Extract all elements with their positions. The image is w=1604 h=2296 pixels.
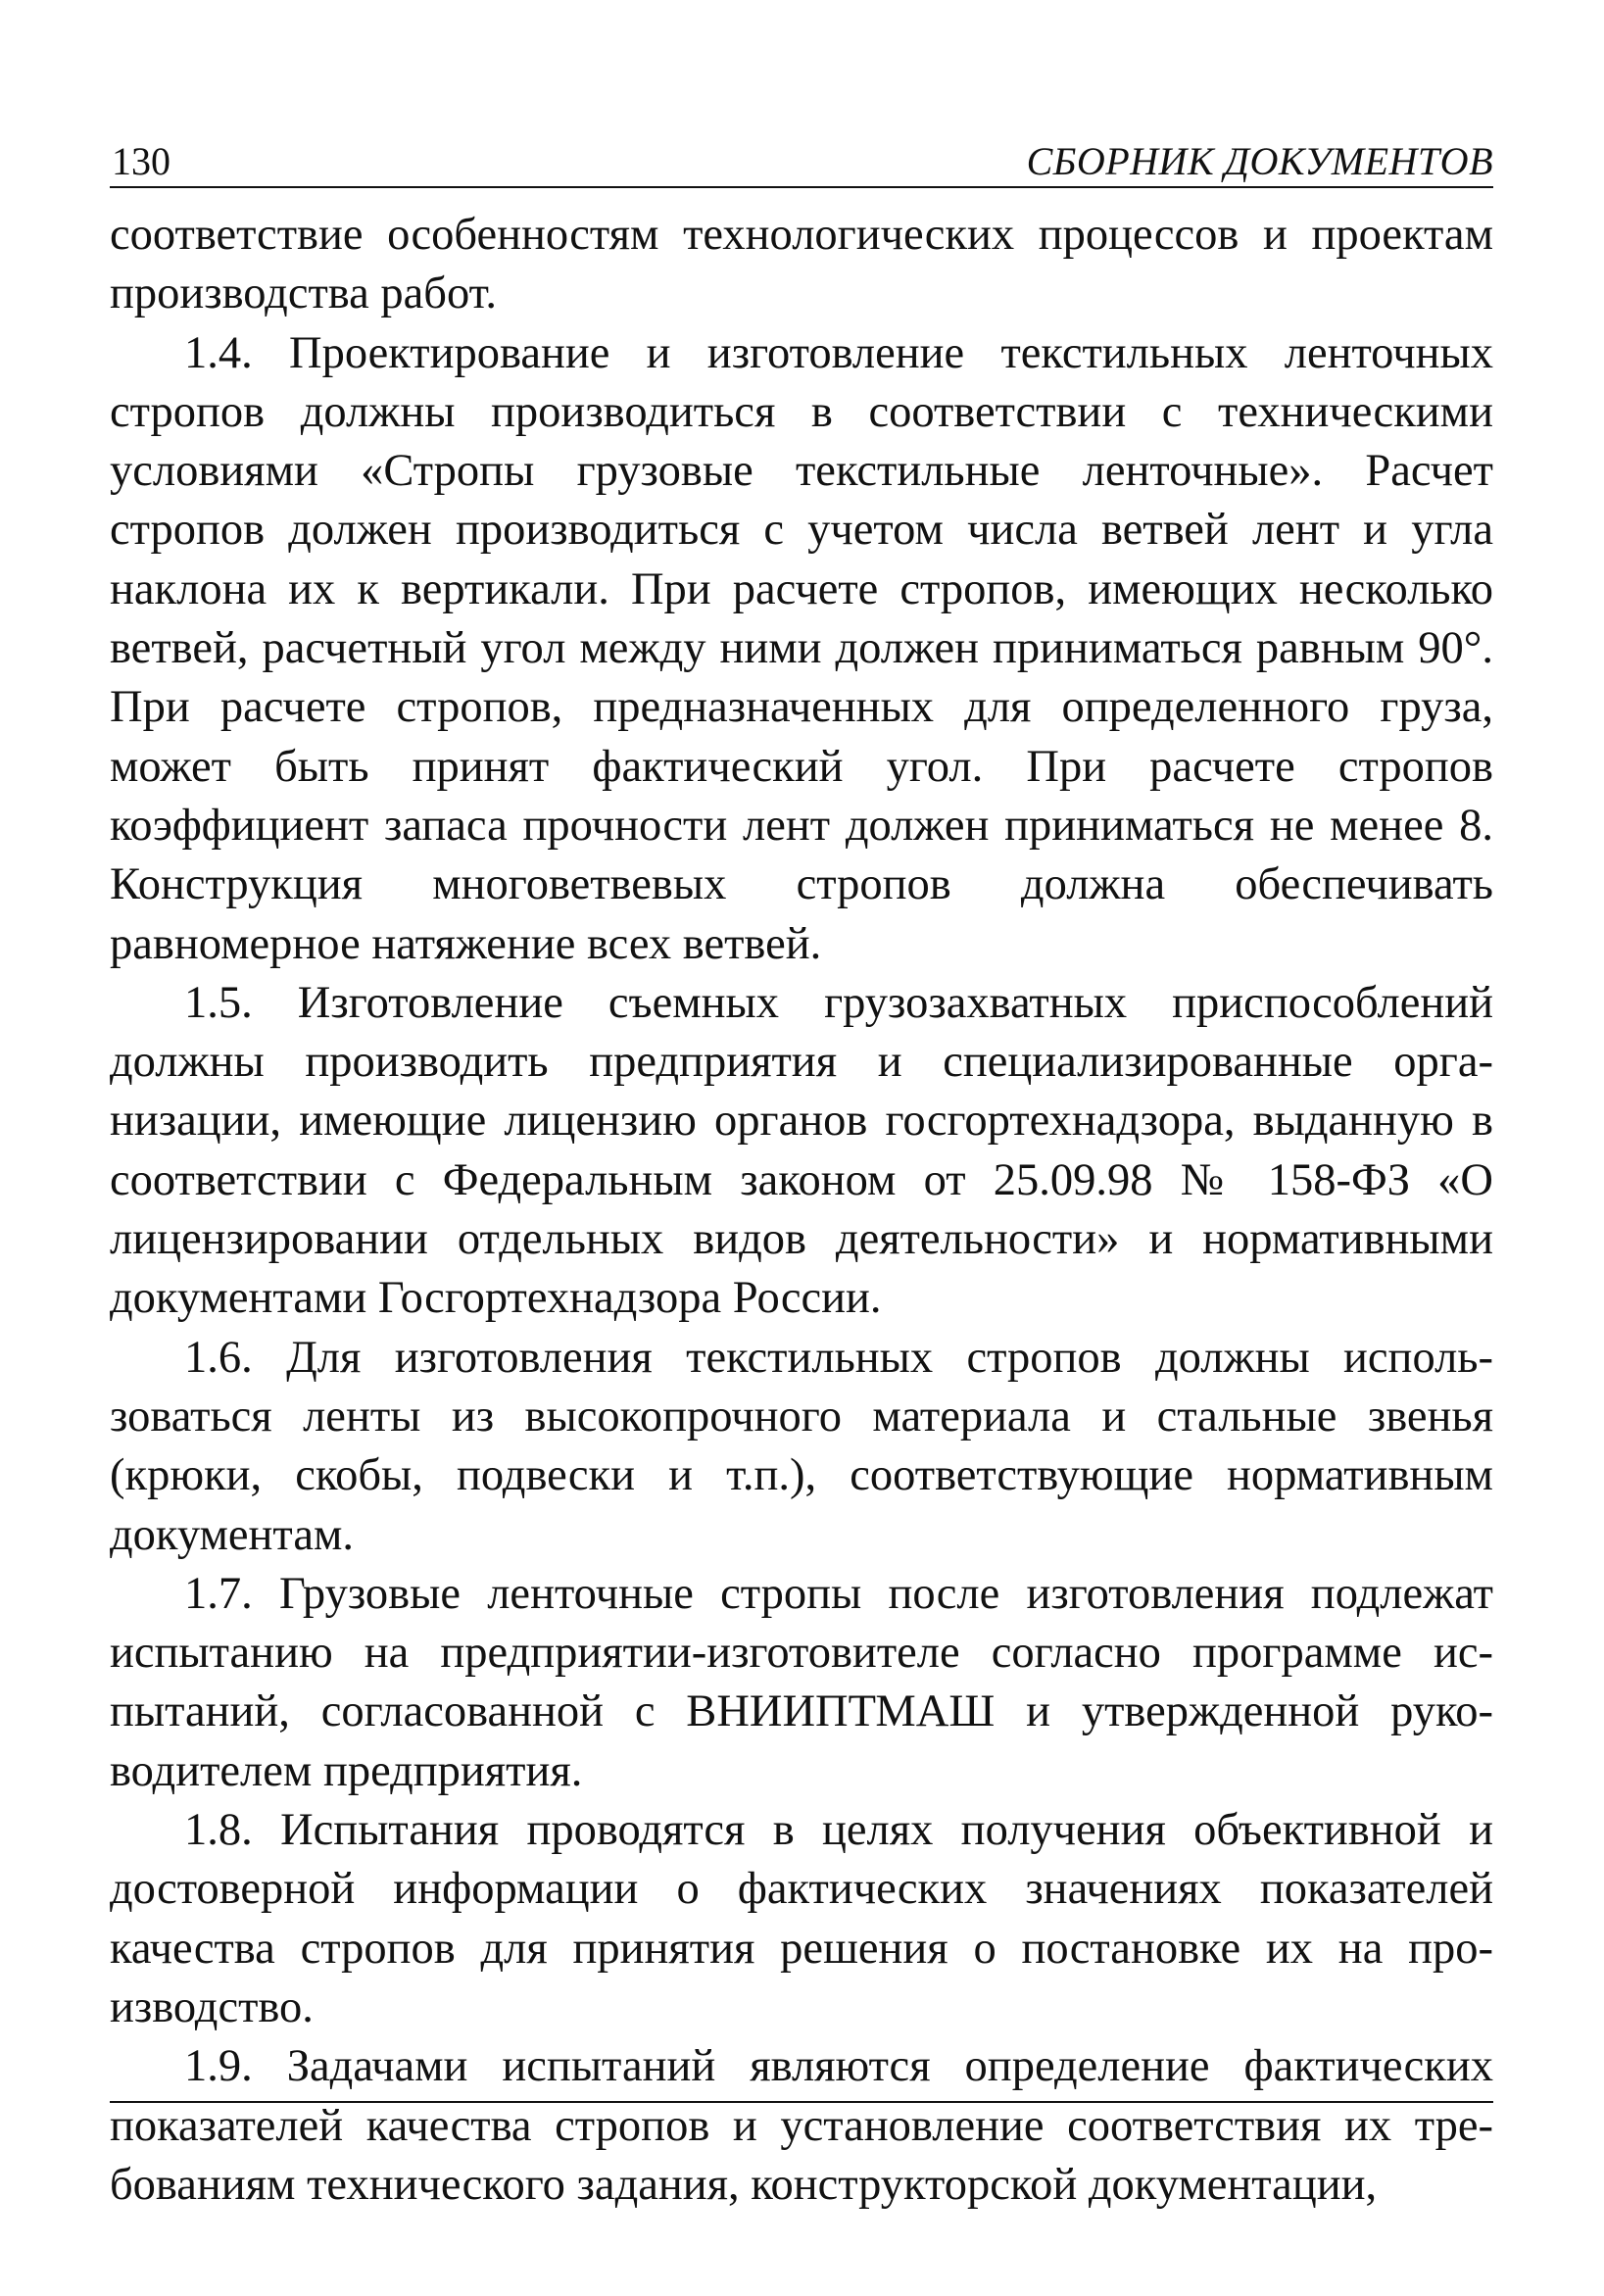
body-text: [110, 206, 1493, 2215]
bottom-rule: [110, 2101, 1493, 2103]
paragraph-1-8: 1.8. Испытания проводятся в целях получения объективной и достоверной информации о фактических значениях показателей качества стропов для принятия решения о постановке их на производство.: [110, 1805, 1493, 2032]
running-title: СБОРНИК ДОКУМЕНТОВ: [1026, 139, 1493, 183]
paragraph-1-7: 1.7. Грузовые ленточные стропы после изготовления подлежат испытанию на предприятии-изготовителе согласно программе испытаний, согласованной с ВНИИПТМАШ и утвержденной руководителем предприятия.: [110, 1568, 1493, 1796]
paragraph-1-9: 1.9. Задачами испытаний являются определение фактических показателей качества стропов и установление соответствия их требованиям технического задания, конструкторской документации,: [110, 2041, 1493, 2210]
page-number: 130: [112, 139, 170, 183]
paragraph-1-6: 1.6. Для изготовления текстильных стропов должны использоваться ленты из высокопрочного материала и стальные звенья (крюки, скобы, подвески и т.п.), соответствующие нормативным документам.: [110, 1332, 1493, 1560]
running-header: [110, 137, 1493, 188]
paragraph-1-4: 1.4. Проектирование и изготовление текстильных ленточных стропов должны производиться в соответствии с техническими условиями «Стропы грузовые текстильные ленточные». Расчет стропов должен производиться с учетом числа ветвей лент и угла наклона их к вертикали. При расчете стропов, имеющих несколько ветвей, расчетный угол между ними должен приниматься равным 90°. При расчете стропов, предназначенных для определенного груза, может быть принят фактический угол. При расчете стропов коэффициент запаса прочности лент должен приниматься не менее 8. Конструкция многоветвевых стропов должна обеспечивать равномерное натяжение всех ветвей.: [110, 327, 1493, 969]
paragraph-1-5: 1.5. Изготовление съемных грузозахватных приспособлений должны производить предприятия и специализированные организации, имеющие лицензию органов госгортехнадзора, выданную в соответствии с Федеральным законом от 25.09.98 № 158-ФЗ «О лицензировании отдельных видов деятельности» и нормативными документами Госгортехнадзора России.: [110, 977, 1493, 1324]
paragraph-continuation: соответствие особенностям технологических процессов и проектам производства работ.: [110, 210, 1493, 319]
document-page: [110, 137, 1493, 2210]
